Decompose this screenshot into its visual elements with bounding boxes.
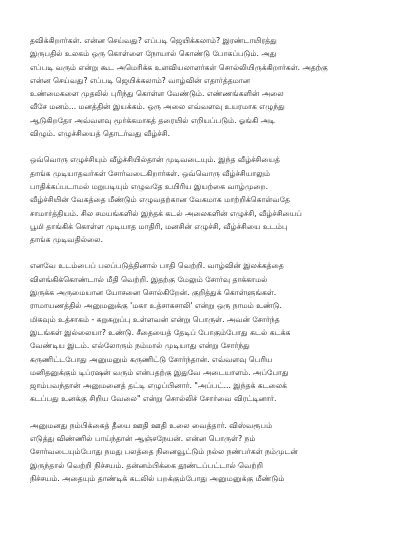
- text-line: விளங்கிக்கொண்டால் மீதி வெற்றி. இதற்கு மேலும் சோர்வு தாக்காமல்: [30, 274, 268, 284]
- paragraph-3: [30, 259, 390, 405]
- text-line: இருக்க அருமையான யோசனை சொல்கிறேன். குறித்துக் கொள்ளுங்கள்.: [30, 288, 277, 298]
- text-line: தாங்க முடிவதில்லை.: [30, 235, 104, 245]
- text-line: இருந்தால் வெற்றி நிச்சயம். தன்னம்பிக்கை தூண்டப்பட்டால் வெற்றி: [30, 460, 264, 470]
- text-line: சாமார்த்தியம். சில சமயங்களில் இந்தக் கடல் அலைகளின் எழுச்சி, வீழ்ச்சியைப்: [30, 208, 302, 218]
- document-page: [30, 34, 390, 485]
- text-line: அனுமனது நம்பிக்கைத் தீயை ஊதி ஊதி உலை வைத்தார். விஸ்வரூபம்: [30, 420, 273, 430]
- text-line: ராமாயணத்தில் அனுமனுக்கு 'மகா உத்சாகசாலி' என்று ஒரு நாமம் உண்டு.: [30, 301, 282, 311]
- text-line: என்ன செய்வது? எப்படி ஜெயிக்கலாம்? வாழ்வின் எதார்த்தமான: [30, 75, 251, 85]
- text-line: இருபதில் உலகம் ஒரு கொள்ளை நோயால் கொண்டு போகப்படும். அது: [30, 49, 277, 59]
- text-line: கடப்பது உனக்கு சிறிய வேலை" என்று சொல்லிச் சோர்வை விரட்டினார்.: [30, 394, 277, 404]
- text-line: எடுத்து விண்ணில் பாய்ந்தான் ஆஞ்சநேயன். என்ன பொருள்? நம்: [30, 434, 256, 444]
- text-line: சோர்வடையும்போது நமது பலத்தை நினைவூட்டும் நல்ல நண்பர்கள் நம்முடன்: [30, 447, 298, 457]
- text-line: இடங்கள் இல்லையா? உண்டு. சீதையைத் தேடிப் போகும்போது கடல் கடக்க: [30, 327, 291, 337]
- paragraph-gap: [30, 406, 390, 419]
- text-line: வீசே மனம்... மனத்தின் இயக்கம். ஒரு அலை எவ்வளவு உயரமாக எழுந்து: [30, 102, 285, 112]
- text-line: பூமி தாங்கிக் கொள்ள முடியாத மாதிரி, மனசின் எழுச்சி, வீழ்ச்சியை உடம்பு: [30, 221, 288, 231]
- text-line: உண்மைகளை முதலில் புரிந்து கொள்ள வேண்டும். எண்ணங்களின் அலை: [30, 89, 284, 99]
- text-line: வீழ்ச்சியின் வேகத்தை மீண்டும் எழுவதற்கான வேகமாக மாற்றிக்கொள்வதே: [30, 195, 290, 205]
- paragraph-1: [30, 34, 390, 140]
- paragraph-4: [30, 419, 390, 485]
- text-line: வேண்டிய இடம். எல்லோரும் நம்மால் முடியாது என்று சோர்ந்து: [30, 341, 250, 351]
- paragraph-gap: [30, 246, 390, 259]
- text-line: தவிக்கிறார்கள். என்ன செய்வது? எப்படி ஜெயிக்கலாம்? இரண்டாயிரத்து: [30, 36, 277, 45]
- paragraph-2: [30, 153, 390, 246]
- text-line: எனவே உடம்பைப் பலப்படுத்தினால் பாதி வெற்றி. வாழ்வின் இலக்கத்தை: [30, 261, 284, 271]
- text-line: தாங்க முடியாதவர்கள் சோர்வடைகிறார்கள். ஒவ்வொரு வீழ்ச்சியாலும்: [30, 168, 271, 178]
- text-line: ஒவ்வொரு எழுச்சியும் வீழ்ச்சியில்தான் முடிவடையும். இந்த வீழ்ச்சியைத்: [30, 155, 280, 165]
- text-line: மிகவும் உத்சாகம் - சுறுசுறுப்பு உள்ளவன் என்று பொருள். அவன் சோர்ந்த: [30, 314, 280, 324]
- text-line: மனிதனுக்கும் டிப்ரஷன் வரும் என்பதற்கு இதுவே அடையாளம். அப்போது: [30, 367, 289, 377]
- text-line: நிச்சயம். அதையும் தாண்டிக் கடலில் பறக்கும்போது அனுமனுக்கு மீண்டும்: [30, 473, 285, 483]
- text-line: விழும். எழுச்சியைத் தொடர்வது வீழ்ச்சி.: [30, 129, 170, 139]
- text-line: ஆடுகிறதோ அவ்வளவு மூர்க்கமாகத் தரையில் எறியப்படும். ஓங்கி அடி: [30, 115, 276, 125]
- text-line: கருணிட்டபோது அனுமனும் கருணிட்டு சோர்ந்தான். எவ்வளவு பெரிய: [30, 354, 273, 364]
- text-line: எப்படி வரும் என்று கூட அமெரிக்க உளவியலாளர்கள் சொல்லியிருக்கிறார்கள். அதற்கு: [30, 62, 328, 72]
- paragraph-gap: [30, 140, 390, 153]
- text-line: ஜாம்பவந்தான் அனுமனைத் தட்டி எழுப்பினார். "அப்பட்... இந்தக் கடலைக்: [30, 381, 288, 391]
- text-line: பாதிக்கப்படாமல் மறுபடியும் எழுவதே உயிரிய இயற்கை வாழ்முறை.: [30, 181, 269, 191]
